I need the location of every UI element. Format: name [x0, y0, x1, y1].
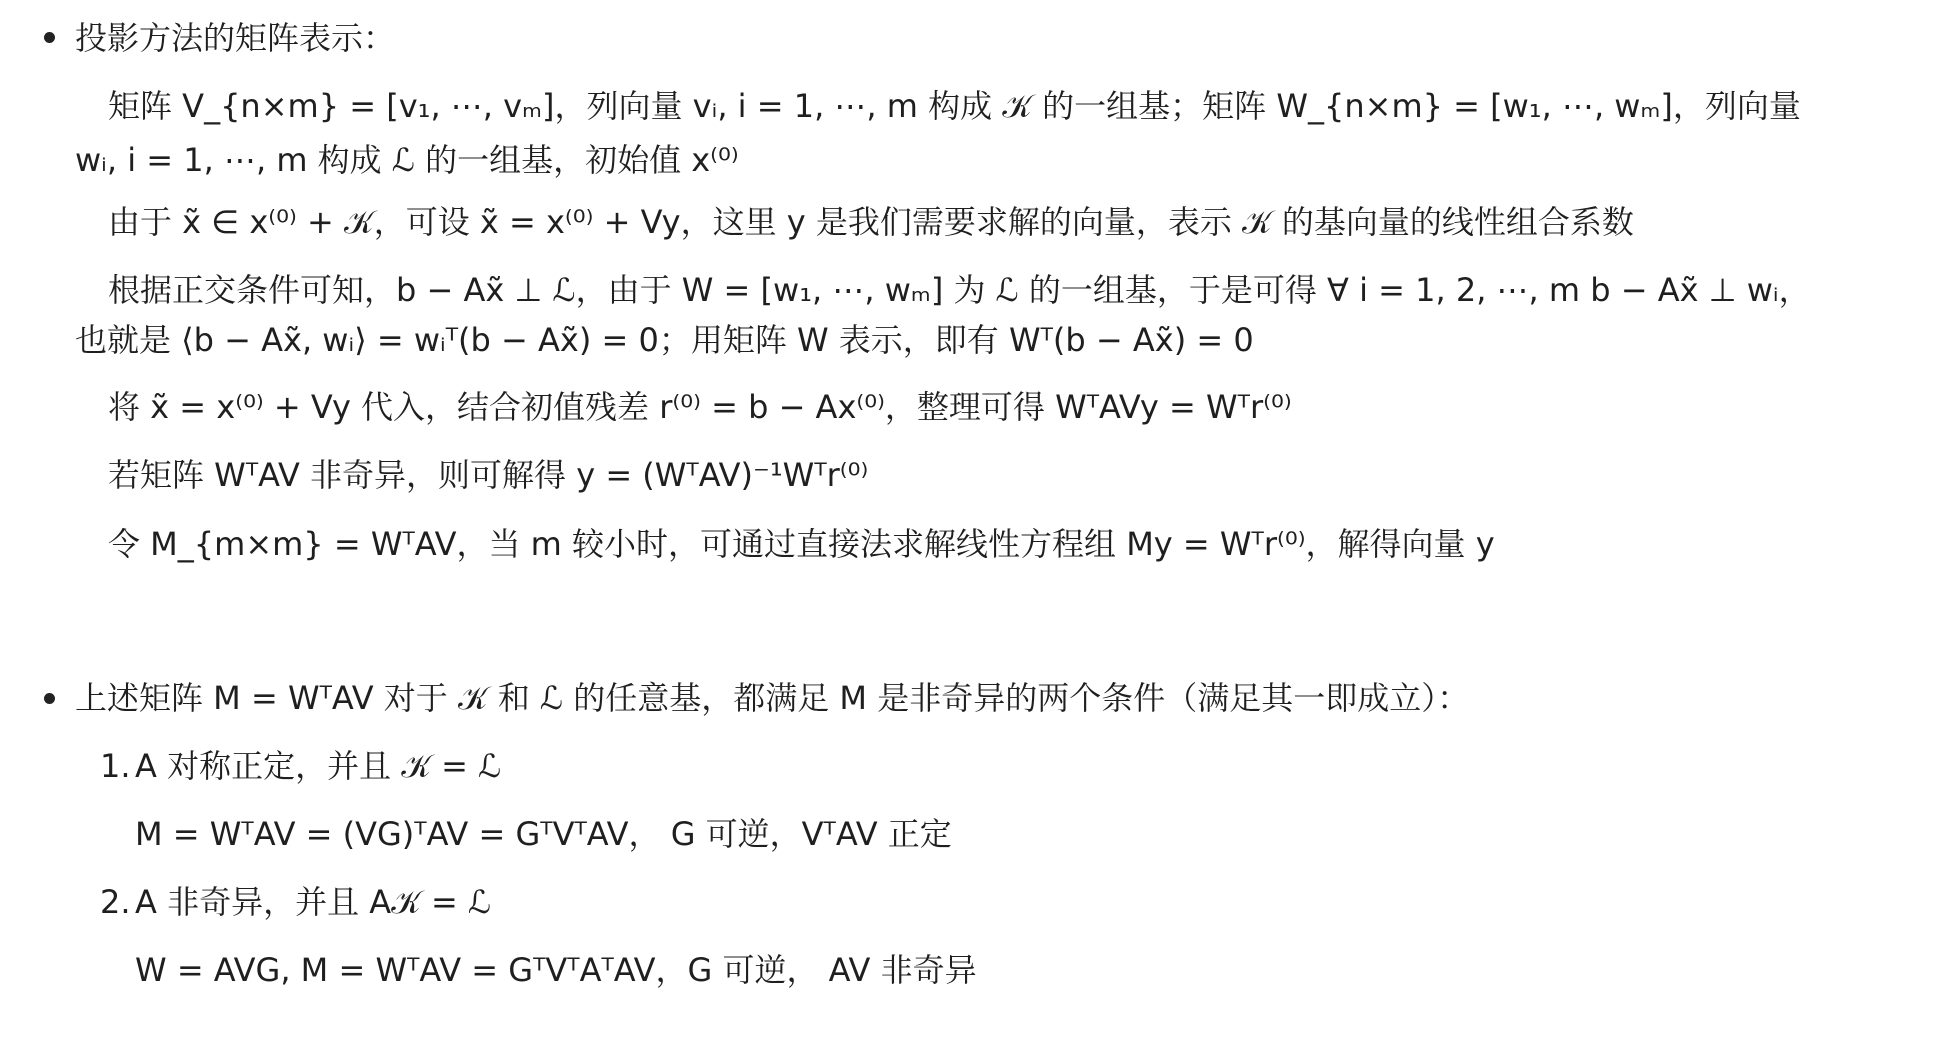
section1-line2: 由于 x̃ ∈ x⁽⁰⁾ + 𝒦，可设 x̃ = x⁽⁰⁾ + Vy，这里 y 是我们需要求解的向量，表示 𝒦 的基向量的线性组合系数 — [108, 203, 1634, 241]
section1-line6: 令 M_{m×m} = WᵀAV，当 m 较小时，可通过直接法求解线性方程组 My = Wᵀr⁽⁰⁾，解得向量 y — [108, 525, 1495, 563]
list-item-1-text: A 对称正定，并且 𝒦 = ℒ — [135, 747, 502, 785]
list-item-2-text: A 非奇异，并且 A𝒦 = ℒ — [135, 883, 492, 921]
section1-line4: 将 x̃ = x⁽⁰⁾ + Vy 代入，结合初值残差 r⁽⁰⁾ = b − Ax⁽⁰⁾，整理可得 WᵀAVy = Wᵀr⁽⁰⁾ — [108, 388, 1292, 426]
section1-line5: 若矩阵 WᵀAV 非奇异，则可解得 y = (WᵀAV)⁻¹Wᵀr⁽⁰⁾ — [108, 456, 869, 494]
section1-line3a: 根据正交条件可知，b − Ax̃ ⊥ ℒ，由于 W = [w₁, ⋯, wₘ] 为 ℒ 的一组基，于是可得 ∀ i = 1, 2, ⋯, m b − Ax̃ ⊥ wᵢ， — [108, 271, 1811, 309]
section1-intro: 投影方法的矩阵表示： — [75, 19, 396, 57]
section2-intro: 上述矩阵 M = WᵀAV 对于 𝒦 和 ℒ 的任意基，都满足 M 是非奇异的两个条件（满足其一即成立）： — [75, 679, 1470, 717]
bullet-dot-1 — [44, 32, 55, 43]
list-item-1-formula: M = WᵀAV = (VG)ᵀAV = GᵀVᵀAV， G 可逆，VᵀAV 正定 — [135, 815, 952, 853]
section1-line1a: 矩阵 V_{n×m} = [v₁, ⋯, vₘ]，列向量 vᵢ, i = 1, ⋯, m 构成 𝒦 的一组基；矩阵 W_{n×m} = [w₁, ⋯, wₘ]，列向量 — [108, 87, 1801, 125]
section1-line1b: wᵢ, i = 1, ⋯, m 构成 ℒ 的一组基，初始值 x⁽⁰⁾ — [75, 141, 739, 179]
bullet-dot-2 — [44, 693, 55, 704]
section1-line3b: 也就是 ⟨b − Ax̃, wᵢ⟩ = wᵢᵀ(b − Ax̃) = 0；用矩阵 W 表示，即有 Wᵀ(b − Ax̃) = 0 — [75, 321, 1254, 359]
list-item-2-number: 2. — [100, 883, 131, 921]
list-item-1-number: 1. — [100, 747, 131, 785]
list-item-2-formula: W = AVG, M = WᵀAV = GᵀVᵀAᵀAV，G 可逆， AV 非奇异 — [135, 951, 977, 989]
